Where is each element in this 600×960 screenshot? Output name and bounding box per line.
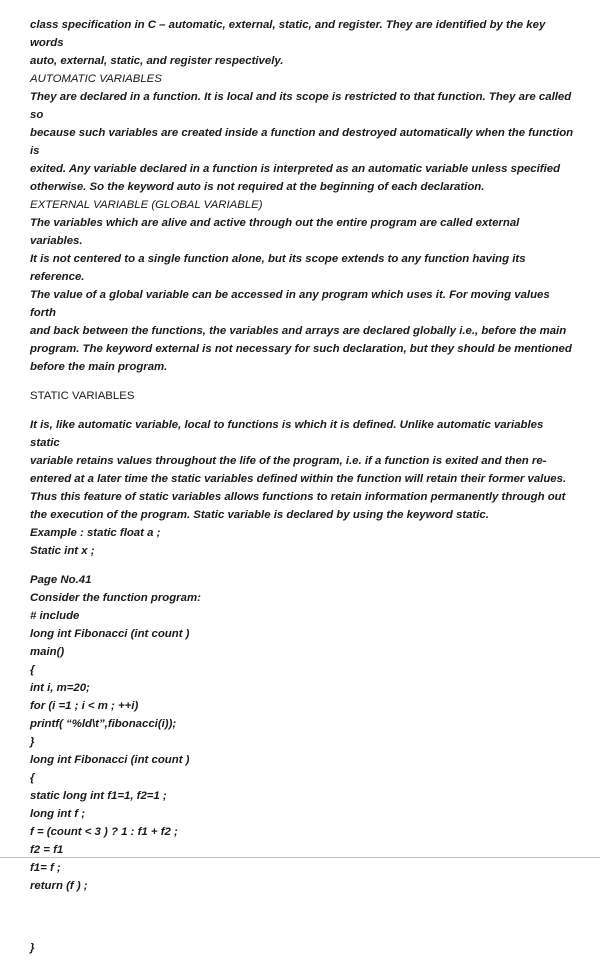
- intro-paragraph: [30, 16, 575, 70]
- text-line: auto, external, static, and register respectively.: [30, 55, 284, 67]
- code-line: # include: [30, 610, 80, 622]
- static-variables-heading: STATIC VARIABLES: [30, 390, 135, 402]
- automatic-variables-paragraph: [30, 88, 575, 196]
- code-line: }: [30, 736, 35, 748]
- page-number-label: Page No.41: [30, 574, 92, 586]
- code-line: printf( “%ld\t”,fibonacci(i));: [30, 718, 177, 730]
- text-line: class specification in C – automatic, external, static, and register. They are identified by the key words: [30, 19, 546, 49]
- code-listing: [30, 589, 575, 895]
- static-variables-paragraph: [30, 416, 575, 560]
- code-line: {: [30, 772, 35, 784]
- text-line: program. The keyword external is not necessary for such declaration, but they should be mentioned: [30, 343, 572, 355]
- code-line: static long int f1=1, f2=1 ;: [30, 790, 167, 802]
- text-line: and back between the functions, the variables and arrays are declared globally i.e., before the main: [30, 325, 567, 337]
- code-line: int i, m=20;: [30, 682, 90, 694]
- code-line: f = (count < 3 ) ? 1 : f1 + f2 ;: [30, 826, 178, 838]
- next-page-fragment: [30, 939, 34, 957]
- external-variable-paragraph: [30, 214, 575, 376]
- code-line: f1= f ;: [30, 862, 61, 874]
- code-line: long int f ;: [30, 808, 86, 820]
- code-line: return (f ) ;: [30, 880, 88, 892]
- text-line: The variables which are alive and active through out the entire program are called external variables.: [30, 217, 520, 247]
- text-line: variable retains values throughout the life of the program, i.e. if a function is exited and then re-: [30, 455, 547, 467]
- example-line: Example : static float a ;: [30, 527, 161, 539]
- text-line: otherwise. So the keyword auto is not required at the beginning of each declaration.: [30, 181, 485, 193]
- text-line: the execution of the program. Static variable is declared by using the keyword static.: [30, 509, 489, 521]
- text-line: It is not centered to a single function alone, but its scope extends to any function having its reference.: [30, 253, 526, 283]
- text-line: Thus this feature of static variables allows functions to retain information permanently through out: [30, 491, 566, 503]
- code-line: f2 = f1: [30, 844, 64, 856]
- external-variable-heading: EXTERNAL VARIABLE (GLOBAL VARIABLE): [30, 199, 263, 211]
- code-line: for (i =1 ; i < m ; ++i): [30, 700, 139, 712]
- text-line: before the main program.: [30, 361, 168, 373]
- text-line: They are declared in a function. It is local and its scope is restricted to that function. They are called so: [30, 91, 572, 121]
- code-line: long int Fibonacci (int count ): [30, 754, 190, 766]
- text-line: entered at a later time the static variables defined within the function will retain their former values.: [30, 473, 567, 485]
- automatic-variables-heading: AUTOMATIC VARIABLES: [30, 73, 162, 85]
- code-line: main(): [30, 646, 65, 658]
- code-line: {: [30, 664, 35, 676]
- text-line: It is, like automatic variable, local to functions is which it is defined. Unlike automatic variables static: [30, 419, 544, 449]
- text-line: exited. Any variable declared in a function is interpreted as an automatic variable unless specified: [30, 163, 561, 175]
- closing-brace: }: [30, 942, 35, 954]
- page-break-divider: [0, 857, 600, 858]
- text-line: because such variables are created inside a function and destroyed automatically when the function is: [30, 127, 574, 157]
- code-line: Consider the function program:: [30, 592, 201, 604]
- example-line: Static int x ;: [30, 545, 95, 557]
- text-line: The value of a global variable can be accessed in any program which uses it. For moving values forth: [30, 289, 550, 319]
- document-page: [30, 16, 575, 895]
- code-line: long int Fibonacci (int count ): [30, 628, 190, 640]
